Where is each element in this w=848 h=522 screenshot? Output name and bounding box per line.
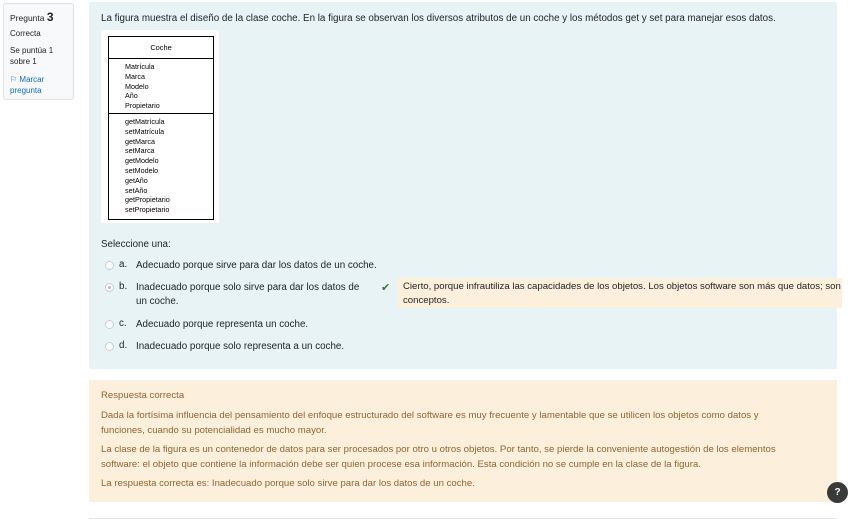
uml-class-box — [108, 36, 214, 220]
question-formulation — [89, 2, 841, 369]
answer-prompt: Seleccione una: — [101, 239, 171, 250]
radio-option-d[interactable] — [105, 342, 114, 351]
option-letter: c. — [119, 318, 127, 329]
question-number: Pregunta 3 — [10, 10, 54, 24]
uml-method: setModelo — [125, 165, 159, 175]
uml-method: setMatrícula — [125, 126, 165, 136]
uml-method: getPropietario — [125, 195, 170, 205]
outcome-heading: Respuesta correcta — [101, 390, 185, 401]
uml-method: getMarca — [125, 136, 155, 146]
uml-method: setAño — [125, 185, 148, 195]
flag-question-link[interactable] — [10, 74, 73, 96]
option-text: Inadecuado porque solo sirve para dar los datos de un coche. — [136, 282, 360, 307]
option-feedback: Cierto, porque infrautiliza las capacidades de los objetos. Los objetos software son más que datos; son conceptos. — [397, 278, 842, 308]
uml-methods — [109, 114, 213, 215]
uml-attribute: Año — [125, 91, 138, 101]
uml-method: setMarca — [125, 146, 155, 156]
question-state: Correcta — [10, 29, 41, 38]
help-button[interactable]: ? — [827, 482, 848, 503]
flag-icon: ⚐ — [10, 75, 18, 84]
correct-check-icon: ✔ — [381, 282, 391, 294]
radio-option-a[interactable] — [105, 261, 114, 270]
option-letter: a. — [119, 259, 128, 270]
option-text: Adecuado porque sirve para dar los datos de un coche. — [136, 260, 377, 271]
outcome-paragraph: Dada la fortísima influencia del pensamiento del enfoque estructurado del software es muy frecuente y lamentable que se utilicen los objetos como datos y funciones, cuando su potencialidad es mucho mayor. — [101, 410, 759, 436]
radio-option-c[interactable] — [105, 320, 114, 329]
uml-attribute: Propietario — [125, 101, 160, 111]
outcome-paragraph: La respuesta correcta es: Inadecuado porque solo sirve para dar los datos de un coche. — [101, 478, 475, 489]
option-text: Inadecuado porque solo representa a un coche. — [136, 341, 345, 352]
uml-attribute: Matrícula — [125, 62, 155, 71]
question-info-panel — [3, 3, 74, 100]
uml-attributes — [109, 59, 213, 114]
option-letter: b. — [119, 281, 128, 292]
radio-option-b[interactable] — [105, 283, 114, 292]
question-text: La figura muestra el diseño de la clase coche. En la figura se observan los diversos atributos de un coche y los métodos get y set para manejar esos datos. — [101, 13, 776, 24]
uml-attribute: Marca — [125, 71, 145, 81]
option-text: Adecuado porque representa un coche. — [136, 319, 309, 330]
uml-class-title: Coche — [109, 37, 213, 59]
question-grade: Se puntúa 1 sobre 1 — [10, 46, 54, 66]
uml-method: setPropietario — [125, 205, 170, 215]
uml-method: getModelo — [125, 156, 159, 166]
uml-attribute: Modelo — [125, 81, 149, 91]
outcome-paragraph: La clase de la figura es un contenedor de datos para ser procesados por otro u otros objetos. Por tanto, se pierde la conveniente autogestión de los elementos software: el objeto que contiene la información debe ser quien procese esa información. Esta condición no se cumple en la clase de la figura. — [101, 444, 776, 470]
question-outcome — [89, 380, 837, 502]
class-diagram-image — [101, 30, 219, 223]
divider — [89, 518, 837, 519]
option-letter: d. — [119, 340, 128, 351]
uml-method: getAño — [125, 175, 148, 185]
uml-method: getMatrícula — [125, 117, 165, 126]
flag-label: Marcar pregunta — [10, 75, 45, 95]
